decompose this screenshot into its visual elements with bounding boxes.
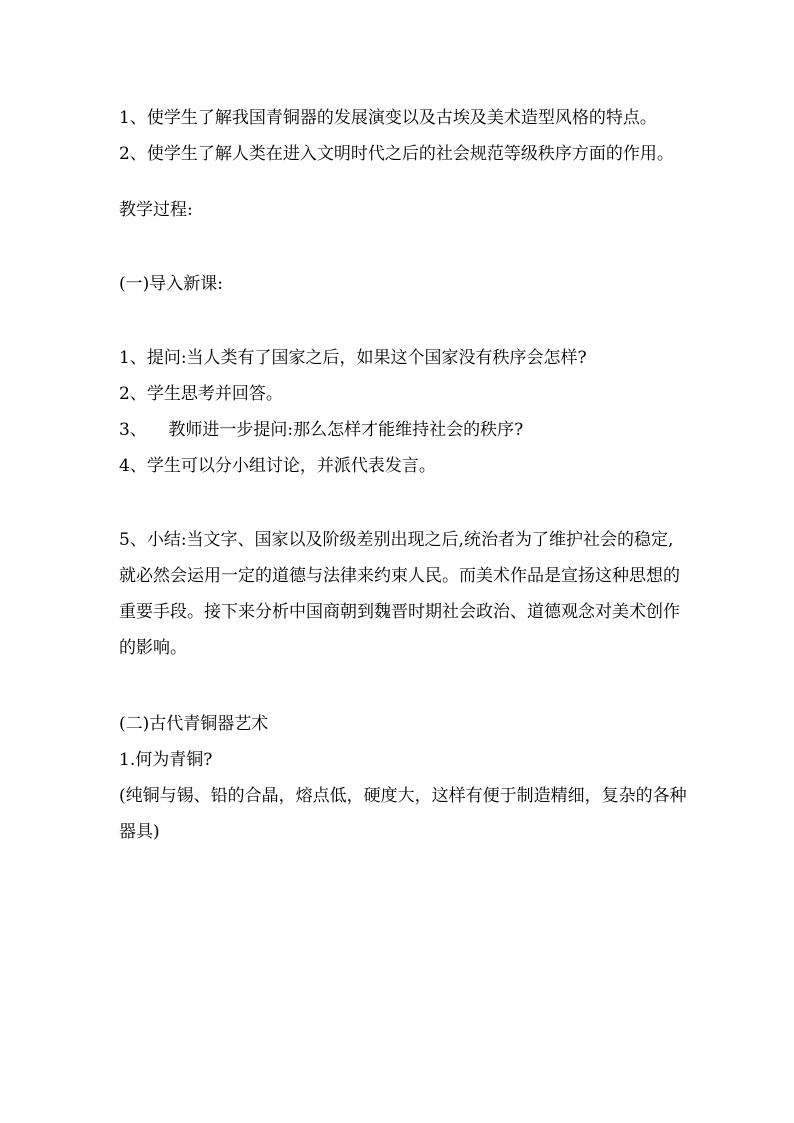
section2-heading: (二)古代青铜器艺术 — [119, 714, 269, 734]
process-heading: 教学过程: — [119, 200, 193, 220]
objective-2: 2、使学生了解人类在进入文明时代之后的社会规范等级秩序方面的作用。 — [119, 144, 674, 164]
section1-heading: (一)导入新课: — [119, 274, 223, 294]
section1-item-3: 3、 教师进一步提问:那么怎样才能维持社会的秩序? — [119, 420, 524, 440]
section1-item-4: 4、学生可以分小组讨论，并派代表发言。 — [119, 456, 436, 476]
section2-question-1: 1.何为青铜? — [119, 750, 213, 770]
spacer — [119, 172, 689, 192]
section2-answer-1: (纯铜与锡、铅的合晶，熔点低，硬度大，这样有便于制造精细，复杂的各种器具) — [119, 786, 687, 842]
document-page — [119, 100, 689, 850]
section1-item-1: 1、提问:当人类有了国家之后，如果这个国家没有秩序会怎样? — [119, 348, 587, 368]
objective-1: 1、使学生了解我国青铜器的发展演变以及古埃及美术造型风格的特点。 — [119, 108, 657, 128]
spacer — [119, 228, 689, 266]
section1-item-2: 2、学生思考并回答。 — [119, 384, 283, 404]
spacer — [119, 484, 689, 522]
spacer — [119, 302, 689, 340]
section1-summary: 5、小结:当文字、国家以及阶级差别出现之后,统治者为了维护社会的稳定,就必然会运用一定的道德与法律来约束人民。而美术作品是宣扬这种思想的重要手段。接下来分析中国商朝到魏晋时期社会政治、道德观念对美术创作的影响。 — [119, 530, 680, 658]
spacer — [119, 666, 689, 706]
